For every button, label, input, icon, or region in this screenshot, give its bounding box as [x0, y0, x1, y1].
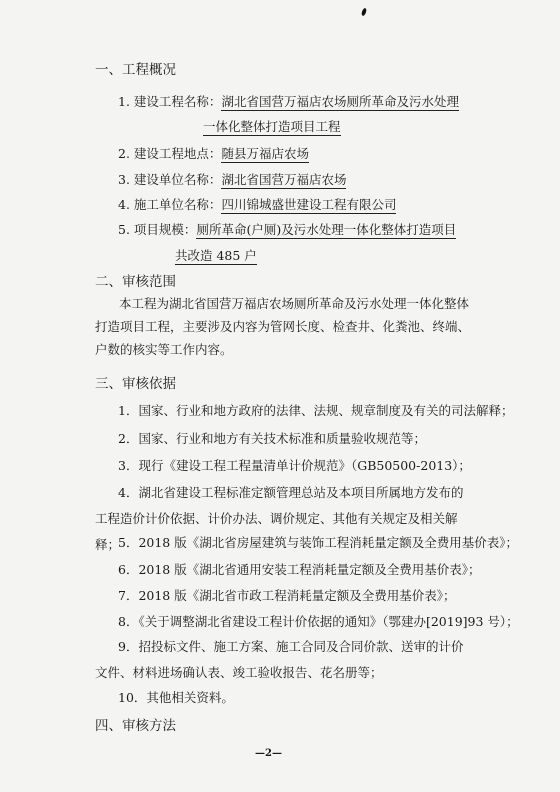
item-value-continued: 一体化整体打造项目工程: [203, 119, 341, 134]
list-item-continuation: [203, 117, 341, 135]
basis-item: 9．招投标文件、施工方案、施工合同及合同价款、送审的计价文件、材料进场确认表、竣工验收报告、花名册等；: [95, 639, 464, 680]
list-item: [118, 170, 346, 188]
item-label: 项目规模：: [133, 222, 197, 237]
basis-item: 2．国家、行业和地方有关技术标准和质量验收规范等；: [118, 431, 426, 446]
list-item: [118, 195, 396, 213]
list-item-continuation: [175, 246, 257, 264]
basis-item: 8．《关于调整湖北省建设工程计价依据的通知》（鄂建办[2019]93 号）；: [118, 614, 519, 629]
basis-item: 7．2018 版《湖北省市政工程消耗量定额及全费用基价表》；: [118, 588, 456, 603]
item-value: 四川锦城盛世建设工程有限公司: [221, 197, 397, 212]
basis-item: 6．2018 版《湖北省通用安装工程消耗量定额及全费用基价表》；: [118, 562, 481, 577]
basis-item: 4．湖北省建设工程标准定额管理总站及本项目所属地方发布的工程造价计价依据、计价办法、调价规定、其他有关规定及相关解释；: [95, 485, 464, 552]
item-number: 1.: [118, 94, 130, 109]
item-value: 厕所革命(户厕)及污水处理一体化整体打造项目: [196, 222, 457, 237]
ink-mark: [361, 8, 367, 17]
section-heading: 三、审核依据: [95, 376, 176, 392]
item-value: 湖北省国营万福店农场: [221, 172, 347, 187]
item-value: 随县万福店农场: [221, 146, 309, 161]
scope-paragraph: 本工程为湖北省国营万福店农场厕所革命及污水处理一体化整体打造项目工程，主要涉及内容为管网长度、检查井、化粪池、终端、户数的核实等工作内容。: [95, 296, 471, 357]
list-item: [118, 220, 456, 238]
item-label: 建设工程名称：: [133, 94, 222, 109]
item-label: 建设单位名称：: [133, 172, 222, 187]
item-number: 4.: [118, 197, 130, 212]
item-number: 5.: [118, 222, 130, 237]
item-value: 湖北省国营万福店农场厕所革命及污水处理: [221, 94, 459, 109]
basis-item: 10．其他相关资料。: [118, 690, 234, 705]
item-number: 3.: [118, 172, 130, 187]
section-heading: 一、工程概况: [95, 62, 176, 78]
list-item: [118, 92, 459, 110]
basis-item: 3．现行《建设工程工程量清单计价规范》（GB50500-2013）；: [118, 458, 471, 473]
basis-item: 1．国家、行业和地方政府的法律、法规、规章制度及有关的司法解释；: [118, 403, 514, 418]
item-label: 施工单位名称：: [133, 197, 222, 212]
page-number: —2—: [255, 748, 282, 759]
section-heading: 二、审核范围: [95, 274, 176, 290]
section-heading: 四、审核方法: [95, 718, 176, 734]
basis-item: 5．2018 版《湖北省房屋建筑与装饰工程消耗量定额及全费用基价表》；: [118, 535, 518, 550]
item-value-continued: 共改造 485 户: [175, 248, 257, 263]
list-item: [118, 144, 309, 162]
item-label: 建设工程地点：: [133, 146, 222, 161]
item-number: 2.: [118, 146, 130, 161]
